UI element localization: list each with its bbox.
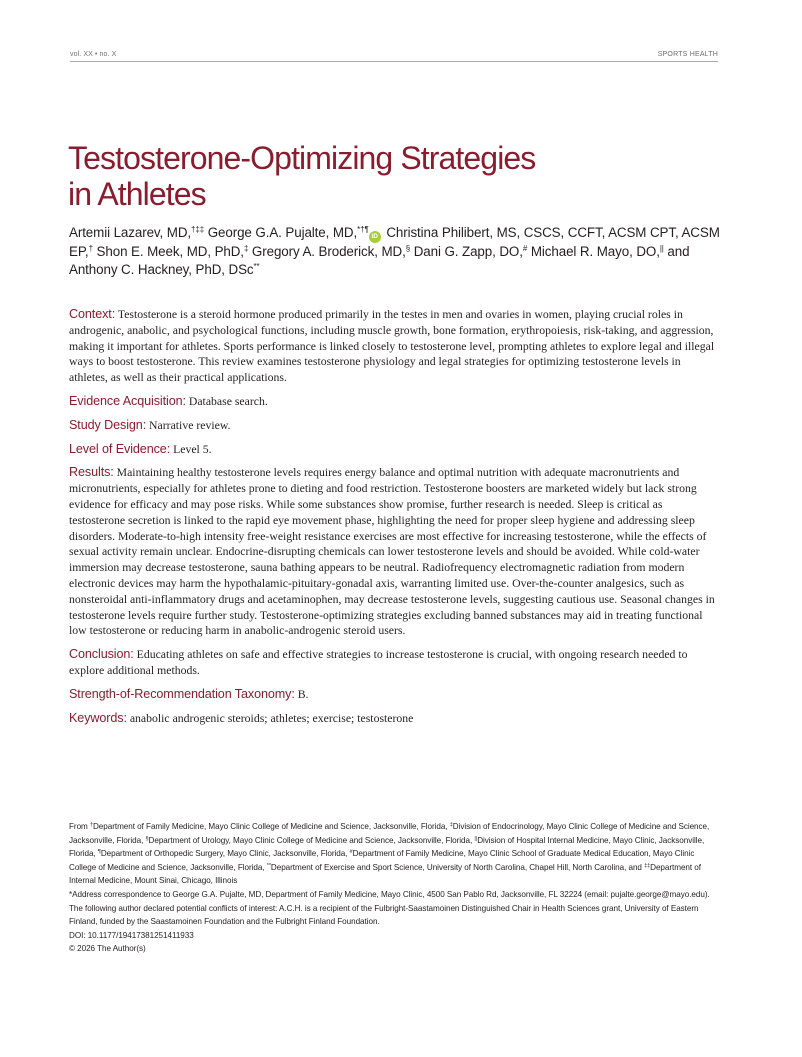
author-name: Shon E. Meek, MD, PhD, [96, 244, 244, 259]
abstract-heading: Evidence Acquisition: [69, 393, 186, 408]
abstract-text: anabolic androgenic steroids; athletes; exercise; testosterone [129, 711, 414, 725]
journal-volume-issue: vol. XX • no. X [70, 51, 117, 58]
author-affiliation-mark: † [88, 244, 93, 253]
header-divider [70, 61, 718, 62]
copyright: © 2026 The Author(s) [69, 944, 146, 954]
abstract [69, 307, 717, 734]
author-name: Michael R. Mayo, DO, [530, 244, 660, 259]
author-name: Gregory A. Broderick, MD, [251, 244, 406, 259]
abstract-heading: Conclusion: [69, 647, 134, 662]
abstract-heading: Keywords: [69, 710, 127, 725]
abstract-study-design [69, 418, 717, 434]
author-name: George G.A. Pujalte, MD, [207, 225, 358, 240]
author-conjunction: and [667, 244, 690, 259]
article-title [68, 140, 708, 212]
abstract-conclusion [69, 647, 717, 679]
abstract-context [69, 307, 717, 386]
abstract-heading: Results: [69, 465, 114, 480]
abstract-results [69, 465, 717, 639]
abstract-text: Narrative review. [149, 418, 231, 432]
abstract-heading: Strength-of-Recommendation Taxonomy: [69, 686, 295, 701]
footnotes [69, 820, 721, 956]
abstract-text: Testosterone is a steroid hormone produced primarily in the testes in men and ovaries in women, playing crucial roles in androgenic, anabolic, and psychological functions, including muscle growth, bone formation, erythropoiesis, risk-taking, and aggression, making it important for athletes. Sports performance is linked closely to testosterone level, prompting athletes to explore legal and illegal ways to boost testosterone. This review examines testosterone physiology and legal strategies for optimizing testosterone levels in athletes, as well as their practical applications. [69, 308, 715, 385]
author-affiliation-mark: § [405, 244, 411, 253]
author-affiliation-mark: *†¶ [357, 225, 369, 234]
author-affiliation-mark: # [522, 244, 528, 253]
abstract-heading: Study Design: [69, 417, 147, 432]
author-affiliation-mark: ** [253, 261, 260, 271]
abstract-heading: Context: [69, 307, 116, 321]
correspondence-note: *Address correspondence to George G.A. Pujalte, MD, Department of Family Medicine, Mayo Clinic, 4500 San Pablo Rd, Jacksonville, FL 32224 (email: pujalte.george@mayo.edu). [69, 889, 710, 899]
author-list [69, 224, 729, 278]
running-head [70, 51, 718, 67]
abstract-keywords [69, 711, 717, 727]
author-affiliation-mark: †‡‡ [191, 225, 205, 234]
author-name: Artemii Lazarev, MD, [69, 225, 192, 240]
author-name: Christina Philibert, MS, CSCS, CCFT, ACSM CPT, ACSM EP, [69, 225, 720, 259]
abstract-text: Maintaining healthy testosterone levels requires energy balance and optimal nutrition with adequate macronutrients and micronutrients, especially for athletes prone to dieting and food restriction. Testosterone boosters are marketed widely but lack strong evidence for efficacy and may pose risks. While some substances show promise, further research is needed. Sleep is critical as testosterone secretion is linked to the rapid eye movement phase, highlighting the need for proper sleep hygiene and addressing sleep disorders. Moderate-to-high intensity free-weight resistance exercises are most effective for increasing testosterone, while the effects of sexual activity remain unclear. Endocrine-disrupting chemicals can lower testosterone levels and should be avoided. While cold-water immersion may decrease testosterone, sauna bathing appears to be neutral. Radiofrequency electromagnetic radiation from modern electronic devices may harm the hypothalamic-pituitary-gonadal axis, warranting limited use. Over-the-counter analgesics, such as nonsteroidal anti-inflammatory drugs and acetaminophen, may decrease testosterone levels, suggesting cautious use. Seasonal changes in testosterone levels require further study. Testosterone-optimizing strategies excluding banned substances may aid in treating functional low testosterone or reducing harm in anabolic-androgenic steroid users. [69, 466, 715, 638]
orcid-icon[interactable]: iD [369, 231, 381, 243]
conflicts-note: The following author declared potential conflicts of interest: A.C.H. is a recipient of the Fulbright-Saastamoinen Distinguished Chair in Health Sciences grant, University of Eastern Finland, funded by the Saastamoinen Foundation and the Fulbright Finland Foundation. [69, 903, 699, 927]
journal-name: SPORTS HEALTH [657, 51, 718, 58]
affiliations-note: From †Department of Family Medicine, Mayo Clinic College of Medicine and Science, Jacksonville, Florida, ‡Division of Endocrinology, Mayo Clinic College of Medicine and Science, Jacksonville, Florida, §Department of Urology, Mayo Clinic College of Medicine and Science, Jacksonville, Florida, ||Division of Hospital Internal Medicine, Mayo Clinic, Jacksonville, Florida, ¶Department of Orthopedic Surgery, Mayo Clinic, Jacksonville, Florida, #Department of Family Medicine, Mayo Clinic School of Graduate Medical Education, Mayo Clinic College of Medicine and Science, Jacksonville, Florida, **Department of Exercise and Sport Science, University of North Carolina, Chapel Hill, North Carolina, and ‡‡Department of Internal Medicine, Mount Sinai, Chicago, Illinois [69, 822, 710, 886]
author-affiliation-mark: || [659, 244, 664, 253]
abstract-heading: Level of Evidence: [69, 441, 171, 456]
abstract-text: Level 5. [173, 442, 212, 456]
author-name: Dani G. Zapp, DO, [413, 244, 523, 259]
author-affiliation-mark: ‡ [243, 244, 249, 253]
abstract-text: B. [297, 687, 309, 701]
abstract-text: Educating athletes on safe and effective strategies to increase testosterone is crucial, with ongoing research needed to explore additional methods. [69, 648, 688, 677]
abstract-sort [69, 687, 717, 703]
title-line-1: Testosterone-Optimizing Strategies [68, 140, 536, 176]
abstract-evidence-acquisition [69, 394, 717, 410]
abstract-text: Database search. [188, 394, 268, 408]
title-line-2: in Athletes [68, 176, 206, 212]
author-name: Anthony C. Hackney, PhD, DSc [69, 261, 254, 277]
doi[interactable]: DOI: 10.1177/19417381251411933 [69, 930, 194, 940]
abstract-level-of-evidence [69, 442, 717, 458]
